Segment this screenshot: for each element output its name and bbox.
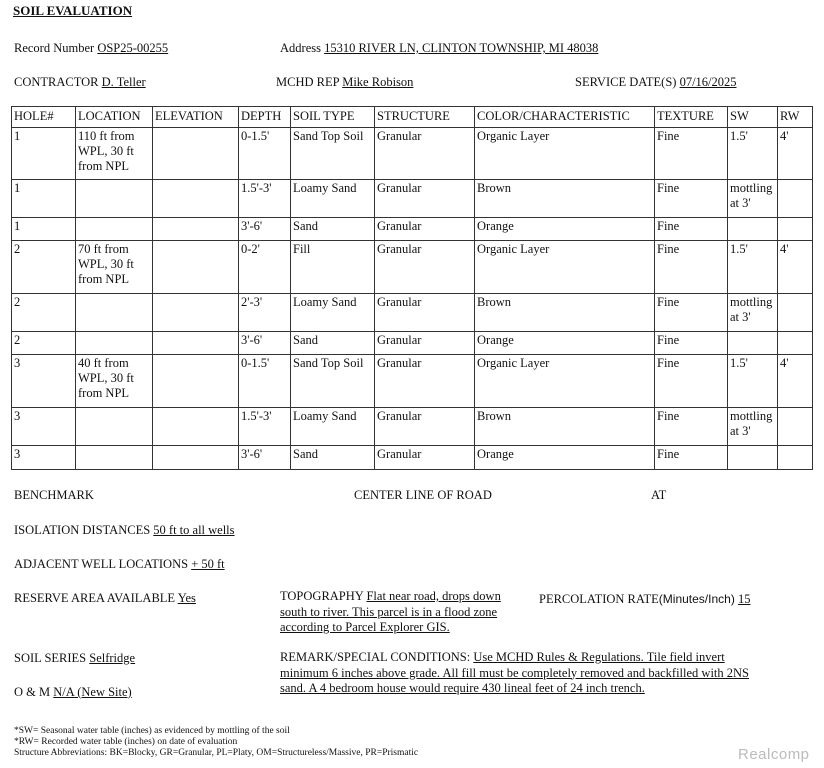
column-header-rw: RW xyxy=(778,107,813,128)
cell-elevation xyxy=(153,128,239,180)
cell-depth: 1.5'-3' xyxy=(239,408,291,445)
column-header-soil-type: SOIL TYPE xyxy=(291,107,375,128)
table-row xyxy=(12,240,813,293)
o-and-m xyxy=(14,685,132,700)
cell-structure: Granular xyxy=(375,217,475,240)
table-row xyxy=(12,354,813,407)
cell-hole: 2 xyxy=(12,240,76,293)
cell-texture: Fine xyxy=(655,354,728,407)
cell-sw: 1.5' xyxy=(728,354,778,407)
cell-location: 40 ft from WPL, 30 ft from NPL xyxy=(76,354,153,407)
table-header-row xyxy=(12,107,813,128)
record-number xyxy=(14,41,168,56)
cell-sw: mottling at 3' xyxy=(728,180,778,217)
om-label: O & M xyxy=(14,685,51,699)
service-date-value: 07/16/2025 xyxy=(679,75,737,89)
cell-elevation xyxy=(153,445,239,469)
cell-rw: 4' xyxy=(778,240,813,293)
cell-soil-type: Loamy Sand xyxy=(291,294,375,331)
percolation-label: PERCOLATION RATE xyxy=(539,592,659,606)
cell-location xyxy=(76,408,153,445)
column-header-hole: HOLE# xyxy=(12,107,76,128)
cell-texture: Fine xyxy=(655,294,728,331)
cell-sw xyxy=(728,217,778,240)
column-header-structure: STRUCTURE xyxy=(375,107,475,128)
cell-texture: Fine xyxy=(655,180,728,217)
cell-color: Organic Layer xyxy=(475,128,655,180)
cell-rw xyxy=(778,294,813,331)
cell-depth: 2'-3' xyxy=(239,294,291,331)
cell-hole: 2 xyxy=(12,294,76,331)
cell-rw: 4' xyxy=(778,128,813,180)
soil-series-label: SOIL SERIES xyxy=(14,651,87,665)
cell-sw: 1.5' xyxy=(728,128,778,180)
cell-soil-type: Sand xyxy=(291,331,375,354)
page-title: SOIL EVALUATION xyxy=(13,3,133,18)
cell-soil-type: Sand Top Soil xyxy=(291,128,375,180)
address-label: Address xyxy=(280,41,321,55)
table-row xyxy=(12,217,813,240)
isolation-distances xyxy=(14,523,235,538)
cell-rw xyxy=(778,331,813,354)
percolation-rate xyxy=(539,592,750,607)
cell-elevation xyxy=(153,180,239,217)
cell-structure: Granular xyxy=(375,240,475,293)
isolation-label: ISOLATION DISTANCES xyxy=(14,523,151,537)
topography-line-3: according to Parcel Explorer GIS. xyxy=(280,620,450,634)
cell-sw xyxy=(728,445,778,469)
column-header-color: COLOR/CHARACTERISTIC xyxy=(475,107,655,128)
reserve-label: RESERVE AREA AVAILABLE xyxy=(14,591,176,605)
center-line-label: CENTER LINE OF ROAD xyxy=(354,488,492,502)
cell-hole: 3 xyxy=(12,408,76,445)
remarks xyxy=(280,650,749,697)
table-row xyxy=(12,128,813,180)
cell-texture: Fine xyxy=(655,128,728,180)
cell-elevation xyxy=(153,331,239,354)
cell-location xyxy=(76,331,153,354)
topography-line-2: south to river. This parcel is in a flood zone xyxy=(280,604,498,619)
column-header-elevation: ELEVATION xyxy=(153,107,239,128)
cell-hole: 3 xyxy=(12,354,76,407)
remark-label: REMARK/SPECIAL CONDITIONS: xyxy=(280,650,471,664)
cell-color: Brown xyxy=(475,408,655,445)
cell-soil-type: Loamy Sand xyxy=(291,408,375,445)
cell-texture: Fine xyxy=(655,445,728,469)
reserve-value: Yes xyxy=(177,591,196,605)
remark-line-1: Use MCHD Rules & Regulations. Tile field invert xyxy=(473,650,725,664)
column-header-sw: SW xyxy=(728,107,778,128)
cell-location: 70 ft from WPL, 30 ft from NPL xyxy=(76,240,153,293)
cell-color: Orange xyxy=(475,445,655,469)
topography-line-1: Flat near road, drops down xyxy=(366,589,501,603)
cell-rw xyxy=(778,180,813,217)
om-value: N/A (New Site) xyxy=(53,685,132,699)
cell-structure: Granular xyxy=(375,445,475,469)
cell-soil-type: Loamy Sand xyxy=(291,180,375,217)
cell-soil-type: Fill xyxy=(291,240,375,293)
mchd-rep-value: Mike Robison xyxy=(342,75,414,89)
cell-color: Brown xyxy=(475,294,655,331)
adjacent-value: + 50 ft xyxy=(191,557,225,571)
table-row xyxy=(12,331,813,354)
topography xyxy=(280,589,501,636)
topography-label: TOPOGRAPHY xyxy=(280,589,364,603)
record-number-label: Record Number xyxy=(14,41,95,55)
cell-structure: Granular xyxy=(375,331,475,354)
cell-location xyxy=(76,445,153,469)
table-row xyxy=(12,445,813,469)
cell-rw xyxy=(778,445,813,469)
cell-texture: Fine xyxy=(655,408,728,445)
cell-rw xyxy=(778,408,813,445)
cell-hole: 3 xyxy=(12,445,76,469)
service-date xyxy=(575,75,737,90)
cell-elevation xyxy=(153,408,239,445)
column-header-location: LOCATION xyxy=(76,107,153,128)
cell-texture: Fine xyxy=(655,331,728,354)
cell-sw: 1.5' xyxy=(728,240,778,293)
remark-line-3: sand. A 4 bedroom house would require 430 lineal feet of 24 inch trench. xyxy=(280,681,645,695)
cell-soil-type: Sand xyxy=(291,217,375,240)
cell-structure: Granular xyxy=(375,408,475,445)
cell-rw xyxy=(778,217,813,240)
column-header-texture: TEXTURE xyxy=(655,107,728,128)
cell-hole: 2 xyxy=(12,331,76,354)
cell-sw xyxy=(728,331,778,354)
cell-hole: 1 xyxy=(12,217,76,240)
cell-elevation xyxy=(153,217,239,240)
cell-sw: mottling at 3' xyxy=(728,294,778,331)
cell-depth: 3'-6' xyxy=(239,445,291,469)
record-number-value: OSP25-00255 xyxy=(97,41,169,55)
address-value: 15310 RIVER LN, CLINTON TOWNSHIP, MI 48038 xyxy=(324,41,599,55)
cell-depth: 3'-6' xyxy=(239,217,291,240)
soil-evaluation-table xyxy=(11,106,813,470)
service-date-label: SERVICE DATE(S) xyxy=(575,75,677,89)
footnote-rw: *RW= Recorded water table (inches) on date of evaluation xyxy=(14,737,238,747)
benchmark-label: BENCHMARK xyxy=(14,488,94,502)
cell-color: Organic Layer xyxy=(475,354,655,407)
soil-series xyxy=(14,651,135,666)
remark-line-2: minimum 6 inches above grade. All fill must be completely removed and backfilled with 2NS xyxy=(280,665,749,680)
realcomp-watermark: Realcomp xyxy=(738,746,810,763)
footnote-sw: *SW= Seasonal water table (inches) as evidenced by mottling of the soil xyxy=(14,726,290,736)
percolation-unit: (Minutes/Inch) xyxy=(658,592,735,606)
cell-soil-type: Sand xyxy=(291,445,375,469)
at-label: AT xyxy=(651,488,667,502)
cell-structure: Granular xyxy=(375,180,475,217)
cell-color: Orange xyxy=(475,217,655,240)
footnotes xyxy=(14,726,418,759)
adjacent-label: ADJACENT WELL LOCATIONS xyxy=(14,557,189,571)
cell-hole: 1 xyxy=(12,128,76,180)
cell-location xyxy=(76,294,153,331)
cell-color: Orange xyxy=(475,331,655,354)
soil-series-value: Selfridge xyxy=(89,651,136,665)
cell-location xyxy=(76,180,153,217)
cell-structure: Granular xyxy=(375,354,475,407)
address xyxy=(280,41,598,56)
column-header-depth: DEPTH xyxy=(239,107,291,128)
isolation-value: 50 ft to all wells xyxy=(153,523,235,537)
cell-texture: Fine xyxy=(655,217,728,240)
adjacent-well-locations xyxy=(14,557,225,572)
cell-depth: 1.5'-3' xyxy=(239,180,291,217)
mchd-rep-label: MCHD REP xyxy=(276,75,340,89)
cell-location xyxy=(76,217,153,240)
cell-location: 110 ft from WPL, 30 ft from NPL xyxy=(76,128,153,180)
mchd-rep xyxy=(276,75,413,90)
cell-rw: 4' xyxy=(778,354,813,407)
cell-sw: mottling at 3' xyxy=(728,408,778,445)
table-row xyxy=(12,294,813,331)
table-row xyxy=(12,408,813,445)
cell-depth: 0-2' xyxy=(239,240,291,293)
cell-depth: 0-1.5' xyxy=(239,128,291,180)
cell-texture: Fine xyxy=(655,240,728,293)
footnote-structure: Structure Abbreviations: BK=Blocky, GR=Granular, PL=Platy, OM=Structureless/Massive, PR=Prismatic xyxy=(14,748,419,758)
cell-hole: 1 xyxy=(12,180,76,217)
percolation-value: 15 xyxy=(737,592,751,606)
contractor-value: D. Teller xyxy=(101,75,146,89)
cell-depth: 0-1.5' xyxy=(239,354,291,407)
contractor xyxy=(14,75,146,90)
cell-color: Brown xyxy=(475,180,655,217)
cell-structure: Granular xyxy=(375,128,475,180)
contractor-label: CONTRACTOR xyxy=(14,75,99,89)
cell-structure: Granular xyxy=(375,294,475,331)
cell-elevation xyxy=(153,294,239,331)
reserve-area xyxy=(14,591,196,606)
cell-soil-type: Sand Top Soil xyxy=(291,354,375,407)
table-row xyxy=(12,180,813,217)
cell-depth: 3'-6' xyxy=(239,331,291,354)
cell-color: Organic Layer xyxy=(475,240,655,293)
cell-elevation xyxy=(153,354,239,407)
cell-elevation xyxy=(153,240,239,293)
